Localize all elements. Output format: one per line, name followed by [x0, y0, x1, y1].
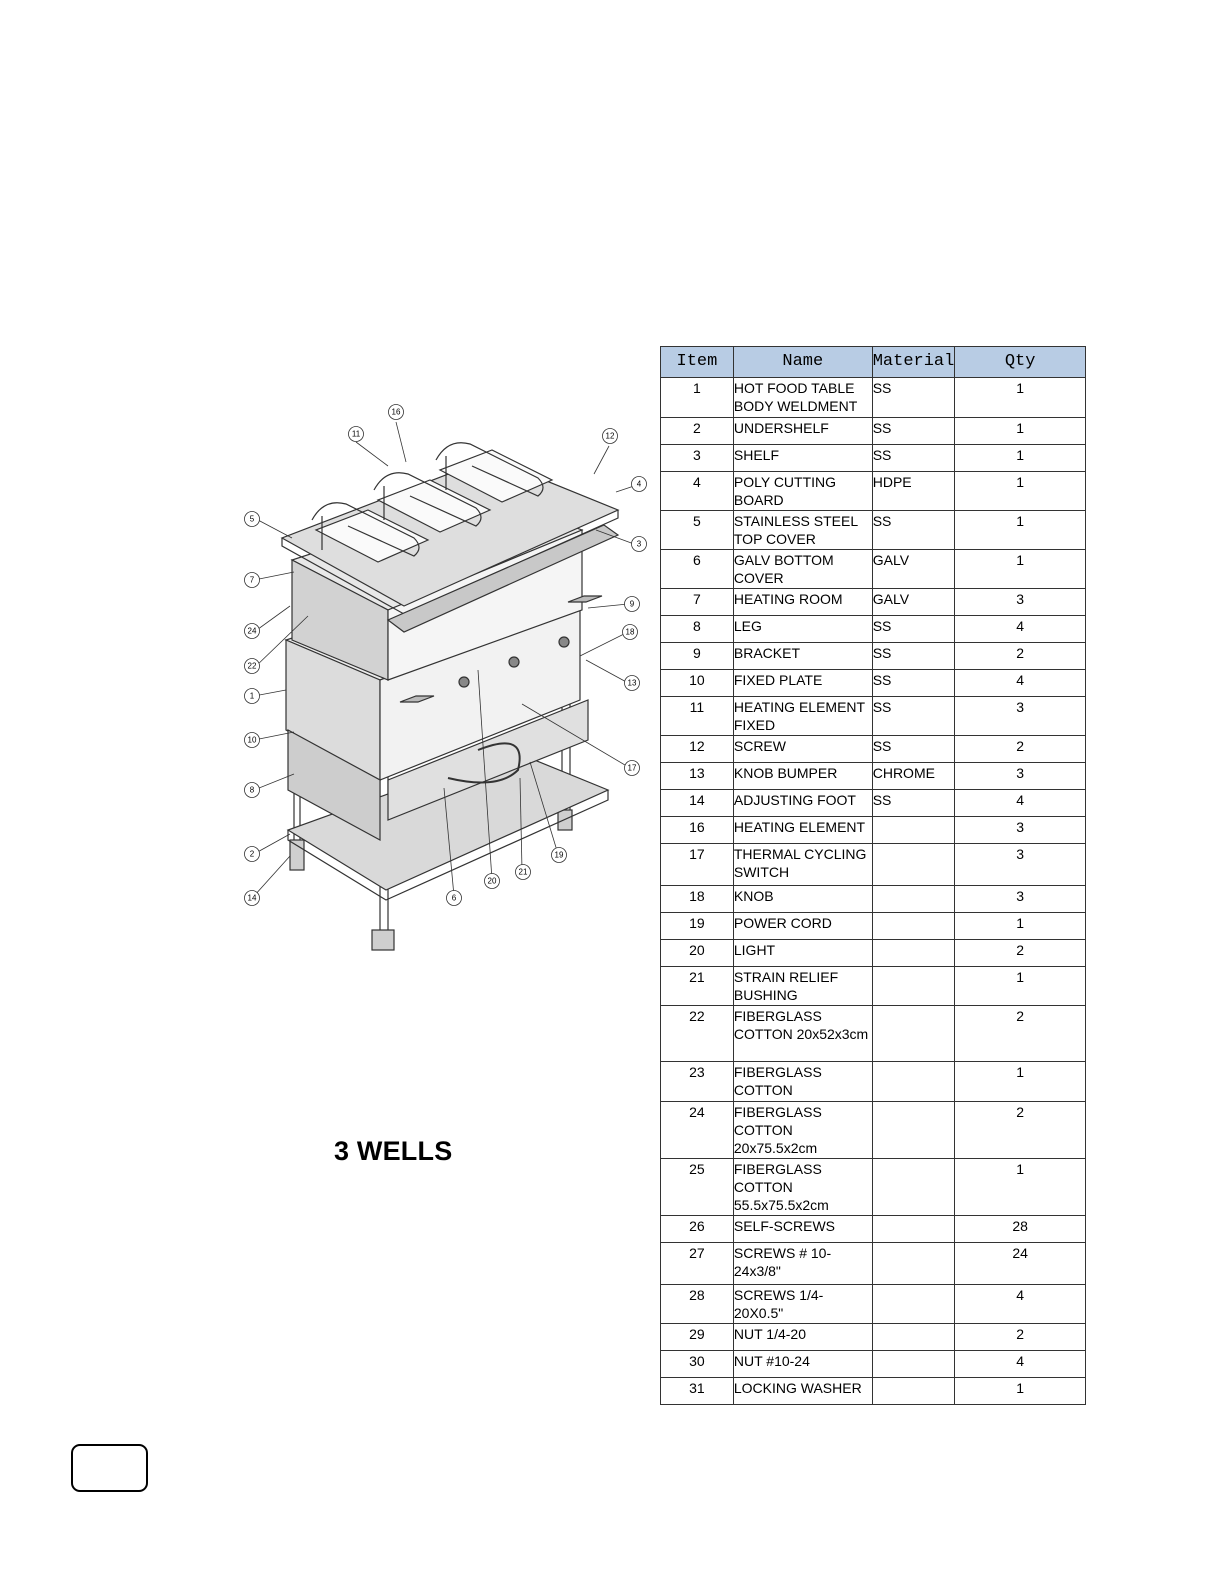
- column-header-qty: Qty: [955, 347, 1086, 378]
- cell-name: STRAIN RELIEF BUSHING: [733, 967, 872, 1006]
- cell-name: STAINLESS STEEL TOP COVER: [733, 511, 872, 550]
- cell-item: 16: [661, 817, 734, 844]
- cell-name: SHELF: [733, 445, 872, 472]
- cell-item: 23: [661, 1062, 734, 1102]
- callout-1: [245, 689, 260, 704]
- callout-20: [485, 874, 500, 889]
- table-row: [661, 790, 1086, 817]
- table-row: [661, 550, 1086, 589]
- cell-name: FIBERGLASS COTTON 20x52x3cm: [733, 1006, 872, 1062]
- svg-text:3: 3: [636, 539, 642, 549]
- callout-17: [625, 761, 640, 776]
- svg-text:7: 7: [249, 575, 255, 585]
- table-row: [661, 940, 1086, 967]
- cell-item: 11: [661, 697, 734, 736]
- callout-8: [245, 783, 260, 798]
- cell-qty: 3: [955, 844, 1086, 886]
- cell-material: GALV: [872, 589, 955, 616]
- cell-name: HEATING ROOM: [733, 589, 872, 616]
- cell-qty: 3: [955, 763, 1086, 790]
- callout-13: [625, 676, 640, 691]
- svg-text:20: 20: [487, 876, 497, 886]
- cell-material: [872, 1159, 955, 1216]
- cell-item: 7: [661, 589, 734, 616]
- cell-item: 18: [661, 886, 734, 913]
- table-row: [661, 1102, 1086, 1159]
- cell-material: HDPE: [872, 472, 955, 511]
- table-row: [661, 670, 1086, 697]
- cell-qty: 1: [955, 1159, 1086, 1216]
- cell-name: FIXED PLATE: [733, 670, 872, 697]
- table-row: [661, 1159, 1086, 1216]
- cell-material: SS: [872, 378, 955, 418]
- cell-item: 26: [661, 1216, 734, 1243]
- callout-24: [245, 624, 260, 639]
- svg-text:17: 17: [627, 763, 637, 773]
- svg-text:19: 19: [554, 850, 564, 860]
- cell-qty: 1: [955, 445, 1086, 472]
- cell-material: SS: [872, 790, 955, 817]
- table-row: [661, 1324, 1086, 1351]
- cell-material: [872, 844, 955, 886]
- callout-6: [447, 891, 462, 906]
- cell-name: LEG: [733, 616, 872, 643]
- cell-name: FIBERGLASS COTTON: [733, 1062, 872, 1102]
- cell-qty: 1: [955, 550, 1086, 589]
- cell-qty: 3: [955, 589, 1086, 616]
- cell-material: SS: [872, 643, 955, 670]
- callout-10: [245, 733, 260, 748]
- callout-3: [632, 537, 647, 552]
- cell-name: KNOB BUMPER: [733, 763, 872, 790]
- cell-qty: 28: [955, 1216, 1086, 1243]
- callout-22: [245, 659, 260, 674]
- table-header-row: [661, 347, 1086, 378]
- callout-2: [245, 847, 260, 862]
- table-row: [661, 616, 1086, 643]
- cell-item: 27: [661, 1243, 734, 1285]
- callout-19: [552, 848, 567, 863]
- table-row: [661, 643, 1086, 670]
- cell-name: HEATING ELEMENT FIXED: [733, 697, 872, 736]
- cell-qty: 1: [955, 472, 1086, 511]
- column-header-material: Material: [872, 347, 955, 378]
- cell-material: [872, 940, 955, 967]
- callout-4: [632, 477, 647, 492]
- cell-name: GALV BOTTOM COVER: [733, 550, 872, 589]
- cell-name: FIBERGLASS COTTON 55.5x75.5x2cm: [733, 1159, 872, 1216]
- cell-name: POLY CUTTING BOARD: [733, 472, 872, 511]
- table-row: [661, 886, 1086, 913]
- callout-21: [516, 865, 531, 880]
- cell-material: SS: [872, 736, 955, 763]
- table-row: [661, 1285, 1086, 1324]
- cell-name: SCREWS # 10-24x3/8": [733, 1243, 872, 1285]
- svg-text:1: 1: [249, 691, 255, 701]
- cell-item: 30: [661, 1351, 734, 1378]
- cell-name: SELF-SCREWS: [733, 1216, 872, 1243]
- cell-item: 25: [661, 1159, 734, 1216]
- cell-item: 22: [661, 1006, 734, 1062]
- cell-name: THERMAL CYCLING SWITCH: [733, 844, 872, 886]
- cell-qty: 1: [955, 1062, 1086, 1102]
- cell-material: [872, 1006, 955, 1062]
- cell-material: GALV: [872, 550, 955, 589]
- cell-qty: 4: [955, 1351, 1086, 1378]
- table-row: [661, 511, 1086, 550]
- cell-item: 14: [661, 790, 734, 817]
- svg-text:21: 21: [518, 867, 528, 877]
- cell-qty: 2: [955, 1324, 1086, 1351]
- callout-11: [349, 427, 364, 442]
- callout-9: [625, 597, 640, 612]
- cell-qty: 1: [955, 418, 1086, 445]
- cell-qty: 4: [955, 670, 1086, 697]
- cell-material: [872, 1102, 955, 1159]
- table-row: [661, 378, 1086, 418]
- cell-item: 31: [661, 1378, 734, 1405]
- table-row: [661, 844, 1086, 886]
- cell-item: 4: [661, 472, 734, 511]
- cell-qty: 1: [955, 378, 1086, 418]
- svg-text:2: 2: [249, 849, 255, 859]
- cell-qty: 4: [955, 616, 1086, 643]
- svg-text:13: 13: [627, 678, 637, 688]
- cell-name: HEATING ELEMENT: [733, 817, 872, 844]
- cell-qty: 4: [955, 1285, 1086, 1324]
- cell-item: 2: [661, 418, 734, 445]
- cell-item: 12: [661, 736, 734, 763]
- svg-text:5: 5: [249, 514, 255, 524]
- cell-qty: 3: [955, 697, 1086, 736]
- cell-item: 1: [661, 378, 734, 418]
- cell-material: [872, 1351, 955, 1378]
- cell-name: SCREW: [733, 736, 872, 763]
- cell-material: [872, 1285, 955, 1324]
- table-row: [661, 763, 1086, 790]
- table-row: [661, 913, 1086, 940]
- cell-name: UNDERSHELF: [733, 418, 872, 445]
- cell-item: 13: [661, 763, 734, 790]
- column-header-name: Name: [733, 347, 872, 378]
- table-row: [661, 445, 1086, 472]
- bill-of-materials-table: [660, 346, 1086, 1405]
- cell-name: POWER CORD: [733, 913, 872, 940]
- cell-material: SS: [872, 445, 955, 472]
- cell-name: LIGHT: [733, 940, 872, 967]
- callout-14: [245, 891, 260, 906]
- cell-material: [872, 1062, 955, 1102]
- svg-text:12: 12: [605, 431, 615, 441]
- cell-item: 19: [661, 913, 734, 940]
- table-row: [661, 418, 1086, 445]
- wells-caption: 3 WELLS: [334, 1136, 453, 1166]
- callout-5: [245, 512, 260, 527]
- page-number-box: [71, 1444, 148, 1492]
- cell-name: NUT #10-24: [733, 1351, 872, 1378]
- cell-item: 29: [661, 1324, 734, 1351]
- cell-qty: 4: [955, 790, 1086, 817]
- svg-text:16: 16: [391, 407, 401, 417]
- callout-7: [245, 573, 260, 588]
- table-row: [661, 736, 1086, 763]
- cell-qty: 2: [955, 643, 1086, 670]
- cell-material: [872, 967, 955, 1006]
- cell-material: SS: [872, 670, 955, 697]
- cell-material: [872, 817, 955, 844]
- column-header-item: Item: [661, 347, 734, 378]
- table-row: [661, 1006, 1086, 1062]
- cell-item: 3: [661, 445, 734, 472]
- cell-material: [872, 886, 955, 913]
- cell-name: FIBERGLASS COTTON 20x75.5x2cm: [733, 1102, 872, 1159]
- cell-qty: 1: [955, 913, 1086, 940]
- svg-text:9: 9: [629, 599, 635, 609]
- cell-material: SS: [872, 616, 955, 643]
- svg-text:24: 24: [247, 626, 257, 636]
- cell-name: LOCKING WASHER: [733, 1378, 872, 1405]
- cell-item: 17: [661, 844, 734, 886]
- cell-item: 24: [661, 1102, 734, 1159]
- cell-qty: 2: [955, 1006, 1086, 1062]
- cell-item: 5: [661, 511, 734, 550]
- svg-text:22: 22: [247, 661, 257, 671]
- table-row: [661, 1243, 1086, 1285]
- cell-item: 8: [661, 616, 734, 643]
- svg-text:18: 18: [625, 627, 635, 637]
- table-row: [661, 967, 1086, 1006]
- svg-text:14: 14: [247, 893, 257, 903]
- table-row: [661, 817, 1086, 844]
- table-row: [661, 589, 1086, 616]
- cell-name: NUT 1/4-20: [733, 1324, 872, 1351]
- cell-qty: 1: [955, 511, 1086, 550]
- cell-item: 9: [661, 643, 734, 670]
- table-body: [661, 378, 1086, 1405]
- cell-material: [872, 913, 955, 940]
- cell-qty: 2: [955, 1102, 1086, 1159]
- cell-material: SS: [872, 697, 955, 736]
- cell-item: 6: [661, 550, 734, 589]
- svg-text:10: 10: [247, 735, 257, 745]
- table-row: [661, 472, 1086, 511]
- cell-material: [872, 1243, 955, 1285]
- cell-qty: 2: [955, 940, 1086, 967]
- assembly-illustration: [228, 370, 648, 970]
- cell-qty: 24: [955, 1243, 1086, 1285]
- cell-item: 28: [661, 1285, 734, 1324]
- svg-text:8: 8: [249, 785, 255, 795]
- cell-qty: 3: [955, 817, 1086, 844]
- cell-name: ADJUSTING FOOT: [733, 790, 872, 817]
- callout-16: [389, 405, 404, 420]
- callout-12: [603, 429, 618, 444]
- cell-qty: 1: [955, 967, 1086, 1006]
- cell-material: SS: [872, 511, 955, 550]
- cell-item: 21: [661, 967, 734, 1006]
- svg-text:11: 11: [351, 429, 361, 439]
- cell-name: BRACKET: [733, 643, 872, 670]
- cell-material: CHROME: [872, 763, 955, 790]
- table-row: [661, 697, 1086, 736]
- table-row: [661, 1062, 1086, 1102]
- cell-qty: 2: [955, 736, 1086, 763]
- svg-text:6: 6: [451, 893, 457, 903]
- cell-material: [872, 1378, 955, 1405]
- cell-item: 20: [661, 940, 734, 967]
- cell-material: [872, 1324, 955, 1351]
- cell-name: KNOB: [733, 886, 872, 913]
- cell-name: HOT FOOD TABLE BODY WELDMENT: [733, 378, 872, 418]
- cell-material: [872, 1216, 955, 1243]
- cell-name: SCREWS 1/4-20X0.5": [733, 1285, 872, 1324]
- cell-item: 10: [661, 670, 734, 697]
- cell-material: SS: [872, 418, 955, 445]
- callout-18: [623, 625, 638, 640]
- exploded-view-drawing: [228, 370, 648, 970]
- svg-text:4: 4: [636, 479, 642, 489]
- table-row: [661, 1351, 1086, 1378]
- table-row: [661, 1216, 1086, 1243]
- cell-qty: 3: [955, 886, 1086, 913]
- cell-qty: 1: [955, 1378, 1086, 1405]
- table-row: [661, 1378, 1086, 1405]
